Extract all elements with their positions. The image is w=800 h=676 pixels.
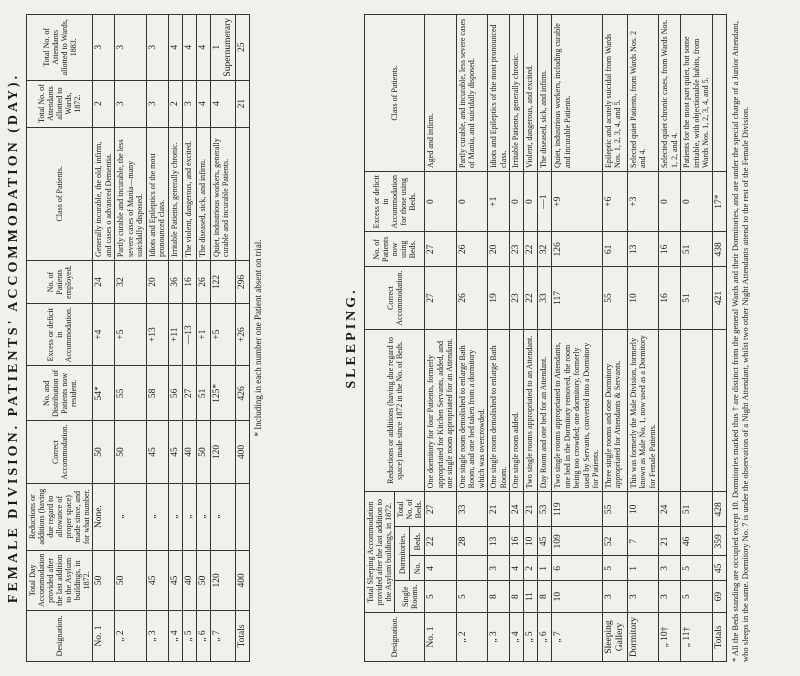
sleeping-cell-using: 26	[456, 232, 488, 267]
day-cell: None.	[93, 483, 115, 550]
day-totals-row	[235, 15, 249, 662]
sleeping-cell-using: 32	[538, 232, 552, 267]
sleeping-row	[456, 15, 488, 662]
day-total-cell	[235, 127, 249, 260]
sleeping-cell-total: 53	[538, 492, 552, 527]
day-cell: 58	[146, 366, 168, 421]
sleeping-cell-excess: +6	[602, 172, 627, 232]
sleeping-cell-correct: 33	[538, 267, 552, 329]
sleeping-cell-using: 438	[712, 232, 726, 267]
day-row	[182, 15, 196, 662]
sleeping-cell-des: „ 3	[488, 613, 510, 662]
sleeping-cell-des: „ 10†	[659, 613, 681, 662]
sleeping-cell-cls: Selected quiet chronic cases, from Wards Nos. 1, 2, and 4.	[659, 15, 681, 172]
sleeping-cell-red: Day Room and one bed for an Attendant.	[538, 329, 552, 492]
sleeping-cell-using: 16	[659, 232, 681, 267]
day-cell: Irritable Patients, generally chronic.	[168, 127, 182, 260]
sleeping-cell-no: 3	[659, 556, 681, 581]
day-cell: „	[182, 483, 196, 550]
day-th-7: Class of Patients.	[27, 127, 93, 260]
sleeping-cell-total: 33	[456, 492, 488, 527]
sleeping-row	[552, 15, 603, 662]
day-cell: 24	[93, 261, 115, 304]
sleeping-cell-no: 1	[627, 556, 659, 581]
sleeping-cell-excess: +9	[552, 172, 603, 232]
day-section	[6, 14, 263, 662]
sleeping-th-using: No. of Patients now using Beds.	[365, 232, 425, 267]
sleeping-cell-des: Totals	[712, 613, 726, 662]
day-cell: 56	[168, 366, 182, 421]
sleeping-cell-correct: 26	[456, 267, 488, 329]
sleeping-cell-des: No. 1	[425, 613, 457, 662]
sleeping-cell-red: Three single rooms and one Dormitory appropriated for Attendants & Servants.	[602, 329, 627, 492]
day-cell: +13	[146, 304, 168, 366]
sleeping-totals-row	[712, 15, 726, 662]
day-total-cell: 296	[235, 261, 249, 304]
day-header-row	[27, 15, 93, 662]
day-cell: 54*	[93, 366, 115, 421]
sleeping-cell-cls: Patients for the most part quiet, but some irritable, with objectionable habits, from Wards Nos. 1, 2, 3, 4, and 5.	[681, 15, 713, 172]
sleeping-cell-des: „ 11†	[681, 613, 713, 662]
day-total-cell: 25	[235, 15, 249, 81]
day-cell: 40	[182, 550, 196, 610]
sleeping-cell-correct: 22	[524, 267, 538, 329]
sleeping-cell-red: One dormitory for four Patients, formerly appropriated for Kitchen Servants, added, and one single room appropriated for an Attendant.	[425, 329, 457, 492]
day-cell: 1 Supernumerary	[210, 15, 235, 81]
sleeping-row	[488, 15, 510, 662]
day-cell: +5	[210, 304, 235, 366]
day-th-9: Total No. of Attendants allotted to Wards, 1883.	[27, 15, 93, 81]
sleeping-cell-red: One single room demolished to enlarge Bath Room, and one bed taken from a dormitory which was overcrowded.	[456, 329, 488, 492]
sleeping-row	[627, 15, 659, 662]
day-cell: 3	[146, 80, 168, 127]
sleeping-th-group: Total Sleeping Accommodation provided after the last addition to the Asylum buildings, in 1872.	[365, 492, 395, 613]
sleeping-cell-single: 5	[456, 581, 488, 613]
sleeping-cell-correct: 421	[712, 267, 726, 329]
sleeping-cell-single: 3	[627, 581, 659, 613]
sleeping-cell-beds: 10	[524, 527, 538, 556]
sleeping-cell-single: 8	[510, 581, 524, 613]
sleeping-cell-single: 8	[538, 581, 552, 613]
sleeping-th-no: No.	[410, 556, 425, 581]
day-cell: 50	[93, 550, 115, 610]
sleeping-row	[510, 15, 524, 662]
day-th-2: Reductions or additions (having due regard to allowance of proper space) made since, and for what number.	[27, 483, 93, 550]
sleeping-cell-cls: Aged and infirm.	[425, 15, 457, 172]
sleeping-cell-beds: 45	[538, 527, 552, 556]
sleeping-title: SLEEPING.	[344, 287, 359, 389]
day-cell: —13	[182, 304, 196, 366]
sleeping-cell-correct: 117	[552, 267, 603, 329]
day-cell: „ 5	[182, 611, 196, 662]
day-cell: +11	[168, 304, 182, 366]
sleeping-th-dorm: Dormitories.	[395, 527, 410, 581]
sleeping-row	[524, 15, 538, 662]
sleeping-cell-excess: 0	[456, 172, 488, 232]
sleeping-th-total: Total No. of Beds.	[395, 492, 425, 527]
day-total-cell: 400	[235, 550, 249, 610]
sleeping-cell-cls: Irritable Patients, generally chronic.	[510, 15, 524, 172]
sleeping-header-row-1	[365, 15, 395, 662]
sleeping-cell-using: 13	[627, 232, 659, 267]
day-cell: Idiots and Epileptics of the most pronounced class.	[146, 127, 168, 260]
day-cell: The violent, dangerous, and excited.	[182, 127, 196, 260]
sleeping-table-body	[425, 15, 727, 662]
sleeping-cell-using: 61	[602, 232, 627, 267]
sleeping-cell-correct: 10	[627, 267, 659, 329]
day-cell: „ 6	[196, 611, 210, 662]
sleeping-cell-total: 21	[488, 492, 510, 527]
day-total-cell: 400	[235, 421, 249, 483]
sleeping-cell-total: 21	[524, 492, 538, 527]
day-total-cell: Totals	[235, 611, 249, 662]
sleeping-cell-correct: 55	[602, 267, 627, 329]
sleeping-cell-no	[456, 556, 488, 581]
sleeping-cell-no: 45	[712, 556, 726, 581]
sleeping-cell-beds: 52	[602, 527, 627, 556]
sleeping-cell-cls: Partly curable, and incurable, less severe cases of Mania, and suicidally disposed.	[456, 15, 488, 172]
day-cell: +1	[196, 304, 210, 366]
sleeping-cell-cls	[712, 15, 726, 172]
sleeping-cell-beds: 22	[425, 527, 457, 556]
sleeping-cell-red	[659, 329, 681, 492]
day-cell: 2	[168, 80, 182, 127]
day-cell: 3	[115, 80, 147, 127]
day-total-cell	[235, 483, 249, 550]
day-total-cell: 426	[235, 366, 249, 421]
sleeping-cell-using: 22	[524, 232, 538, 267]
day-th-8: Total No. of Attendants allotted to Wards, 1872.	[27, 80, 93, 127]
day-cell: „ 4	[168, 611, 182, 662]
day-cell: 27	[182, 366, 196, 421]
sleeping-footnote: * All the Beds standing are occupied except 10. Dormitories marked thus † are distinct from the general Wards and their Dormitories, and are under the special charge of a Junior Attendant, who sleeps in the same. Dormitory No. 7 is under the observation of a Night Attendant, whilst two other Night Attendants attend to the rest of the Female Division.	[729, 20, 750, 662]
sleeping-cell-red	[681, 329, 713, 492]
sleeping-th-designation: Designation.	[365, 613, 425, 662]
sleeping-cell-single: 3	[659, 581, 681, 613]
sleeping-cell-red: This was formerly the Male Division, formerly known as Male No. 1, now used as a Dormitory for Female Patients.	[627, 329, 659, 492]
sleeping-cell-des: „ 7	[552, 613, 603, 662]
sleeping-th-reductions: Reductions or additions (having due regard to space) made since 1872 in the No. of Beds.	[365, 329, 425, 492]
day-cell: Quiet, industrious workers, generally curable and incurable Patients.	[210, 127, 235, 260]
day-cell: „	[168, 483, 182, 550]
sleeping-cell-des: Dormitory	[627, 613, 659, 662]
day-cell: 36	[168, 261, 182, 304]
sleeping-cell-single: 11	[524, 581, 538, 613]
day-cell: 4	[196, 15, 210, 81]
day-cell: 120	[210, 550, 235, 610]
sleeping-cell-total: 10	[627, 492, 659, 527]
sleeping-cell-beds: 16	[510, 527, 524, 556]
sleeping-row	[425, 15, 457, 662]
day-cell: Partly curable and incurable, the less severe cases of Mania—many suicidally disposed.	[115, 127, 147, 260]
day-cell: „ 3	[146, 611, 168, 662]
day-row	[115, 15, 147, 662]
day-cell: 40	[182, 421, 196, 483]
sleeping-cell-no: 3	[488, 556, 510, 581]
sleeping-cell-correct: 27	[425, 267, 457, 329]
sleeping-cell-cls: Selected quiet Patients, from Wards Nos. 2 and 4.	[627, 15, 659, 172]
sleeping-cell-cls: The diseased, sick, and infirm.	[538, 15, 552, 172]
day-cell: 45	[146, 421, 168, 483]
sleeping-cell-total: 428	[712, 492, 726, 527]
sleeping-cell-single: 10	[552, 581, 603, 613]
day-cell: 32	[115, 261, 147, 304]
day-cell: +5	[115, 304, 147, 366]
sleeping-cell-beds: 21	[659, 527, 681, 556]
sleeping-cell-red: Two single rooms appropriated to an Attendant.	[524, 329, 538, 492]
sleeping-cell-beds: 28	[456, 527, 488, 556]
sleeping-cell-correct: 51	[681, 267, 713, 329]
sleeping-th-correct: Correct Accommodation.	[365, 267, 425, 329]
day-cell: 50	[196, 421, 210, 483]
sleeping-cell-total: 24	[510, 492, 524, 527]
sleeping-cell-des: „ 2	[456, 613, 488, 662]
sleeping-cell-excess: +1	[488, 172, 510, 232]
sleeping-cell-des: Sleeping Gallery	[602, 613, 627, 662]
sleeping-row	[602, 15, 627, 662]
sleeping-cell-cls: Epileptic and acutely suicidal from Wards Nos. 1, 2, 3, 4, and 5.	[602, 15, 627, 172]
day-row	[146, 15, 168, 662]
sleeping-cell-des: „ 4	[510, 613, 524, 662]
day-cell: „	[210, 483, 235, 550]
day-th-5: Excess or deficit in Accommodation.	[27, 304, 93, 366]
sleeping-cell-excess: 0	[659, 172, 681, 232]
sleeping-row	[538, 15, 552, 662]
day-th-6: No. of Patients employed.	[27, 261, 93, 304]
day-cell: 45	[168, 421, 182, 483]
day-row	[196, 15, 210, 662]
day-cell: „	[196, 483, 210, 550]
sleeping-cell-excess: —1	[538, 172, 552, 232]
day-cell: „	[115, 483, 147, 550]
day-cell: „ 2	[115, 611, 147, 662]
sleeping-cell-total: 24	[659, 492, 681, 527]
sleeping-cell-des: „ 5	[524, 613, 538, 662]
day-th-3: Correct Accommodation.	[27, 421, 93, 483]
sleeping-cell-excess: +3	[627, 172, 659, 232]
day-cell: 3	[146, 15, 168, 81]
day-cell: The diseased, sick, and infirm.	[196, 127, 210, 260]
day-cell: 26	[196, 261, 210, 304]
sleeping-cell-no: 4	[425, 556, 457, 581]
day-cell: „ 7	[210, 611, 235, 662]
day-cell: 4	[210, 80, 235, 127]
day-table	[26, 14, 250, 662]
day-cell: 3	[115, 15, 147, 81]
day-cell: 3	[93, 15, 115, 81]
day-total-cell: 21	[235, 80, 249, 127]
sleeping-cell-cls: Idiots and Epileptics of the most pronounced class.	[488, 15, 510, 172]
sleeping-row	[681, 15, 713, 662]
sleeping-cell-beds: 359	[712, 527, 726, 556]
sleeping-cell-no: 6	[552, 556, 603, 581]
sleeping-cell-single: 8	[488, 581, 510, 613]
day-th-4: No. and Distribution of Patients now resident.	[27, 366, 93, 421]
sleeping-cell-single: 5	[425, 581, 457, 613]
sleeping-cell-beds: 13	[488, 527, 510, 556]
sleeping-cell-cls: Violent, dangerous, and excited.	[524, 15, 538, 172]
sleeping-cell-beds: 46	[681, 527, 713, 556]
sleeping-cell-no: 2	[524, 556, 538, 581]
sleeping-cell-excess: 17*	[712, 172, 726, 232]
sleeping-cell-cls: Quiet, industrious workers, including curable and incurable Patients.	[552, 15, 603, 172]
sleeping-cell-single: 3	[602, 581, 627, 613]
sleeping-cell-using: 27	[425, 232, 457, 267]
sleeping-cell-using: 51	[681, 232, 713, 267]
sleeping-cell-single: 5	[681, 581, 713, 613]
sleeping-cell-excess: 0	[425, 172, 457, 232]
sleeping-cell-using: 126	[552, 232, 603, 267]
sleeping-row	[659, 15, 681, 662]
sleeping-cell-red: One single room demolished to enlarge Bath Room.	[488, 329, 510, 492]
sleeping-th-beds: Beds.	[410, 527, 425, 556]
day-cell: 4	[196, 80, 210, 127]
sleeping-cell-excess: 0	[524, 172, 538, 232]
day-cell: 120	[210, 421, 235, 483]
day-cell: „	[146, 483, 168, 550]
day-cell: 3	[182, 80, 196, 127]
sleeping-table	[364, 14, 727, 662]
day-cell: 50	[93, 421, 115, 483]
day-cell: 45	[146, 550, 168, 610]
day-cell: 4	[168, 15, 182, 81]
sleeping-cell-total: 119	[552, 492, 603, 527]
day-row	[168, 15, 182, 662]
sleeping-section	[344, 14, 750, 662]
sleeping-cell-beds: 109	[552, 527, 603, 556]
day-cell: 125*	[210, 366, 235, 421]
sleeping-cell-using: 20	[488, 232, 510, 267]
day-cell: 122	[210, 261, 235, 304]
sleeping-cell-no: 5	[602, 556, 627, 581]
day-cell: 50	[115, 421, 147, 483]
day-row	[210, 15, 235, 662]
day-cell: 20	[146, 261, 168, 304]
sleeping-cell-total: 55	[602, 492, 627, 527]
sleeping-cell-excess: 0	[681, 172, 713, 232]
sleeping-cell-using: 23	[510, 232, 524, 267]
day-total-cell: +26	[235, 304, 249, 366]
sleeping-cell-no: 5	[681, 556, 713, 581]
sleeping-cell-correct: 19	[488, 267, 510, 329]
day-cell: 16	[182, 261, 196, 304]
day-cell: 50	[115, 550, 147, 610]
sleeping-cell-beds: 7	[627, 527, 659, 556]
sleeping-cell-correct: 16	[659, 267, 681, 329]
sleeping-cell-no: 1	[538, 556, 552, 581]
sleeping-th-excess: Excess or deficit in Accommodation for those using Beds.	[365, 172, 425, 232]
sleeping-cell-single: 69	[712, 581, 726, 613]
sleeping-cell-red: One single room added.	[510, 329, 524, 492]
sleeping-cell-excess: 0	[510, 172, 524, 232]
day-title: FEMALE DIVISION. PATIENTS' ACCOMMODATION (DAY).	[6, 72, 21, 604]
sleeping-cell-red	[712, 329, 726, 492]
day-cell: +4	[93, 304, 115, 366]
day-cell: 50	[196, 550, 210, 610]
day-cell: 55	[115, 366, 147, 421]
sleeping-cell-no: 4	[510, 556, 524, 581]
day-cell: 51	[196, 366, 210, 421]
day-row	[93, 15, 115, 662]
sleeping-cell-red: Two single rooms appropriated to Attendants, one bed in the Dormitory removed, the room being too crowded; one dormitory, formerly used by Servants, converted into a Dormitory for Patients.	[552, 329, 603, 492]
sleeping-th-single: Single Rooms.	[395, 581, 425, 613]
day-cell: 2	[93, 80, 115, 127]
sleeping-th-class: Class of Patients.	[365, 15, 425, 172]
sleeping-cell-des: „ 6	[538, 613, 552, 662]
sleeping-cell-correct: 23	[510, 267, 524, 329]
sleeping-cell-total: 51	[681, 492, 713, 527]
day-cell: No. 1	[93, 611, 115, 662]
day-footnote: * Including in each number one Patient absent on trial.	[252, 239, 263, 437]
day-th-0: Designation.	[27, 611, 93, 662]
day-cell: 4	[182, 15, 196, 81]
day-cell: 45	[168, 550, 182, 610]
day-table-body	[93, 15, 250, 662]
sleeping-cell-total: 27	[425, 492, 457, 527]
day-th-1: Total Day Accommodation provided after the last addition to the Asylum buildings, in 1872.	[27, 550, 93, 610]
day-cell: Generally incurable, the old, infirm, and cases o advanced Dementia.	[93, 127, 115, 260]
